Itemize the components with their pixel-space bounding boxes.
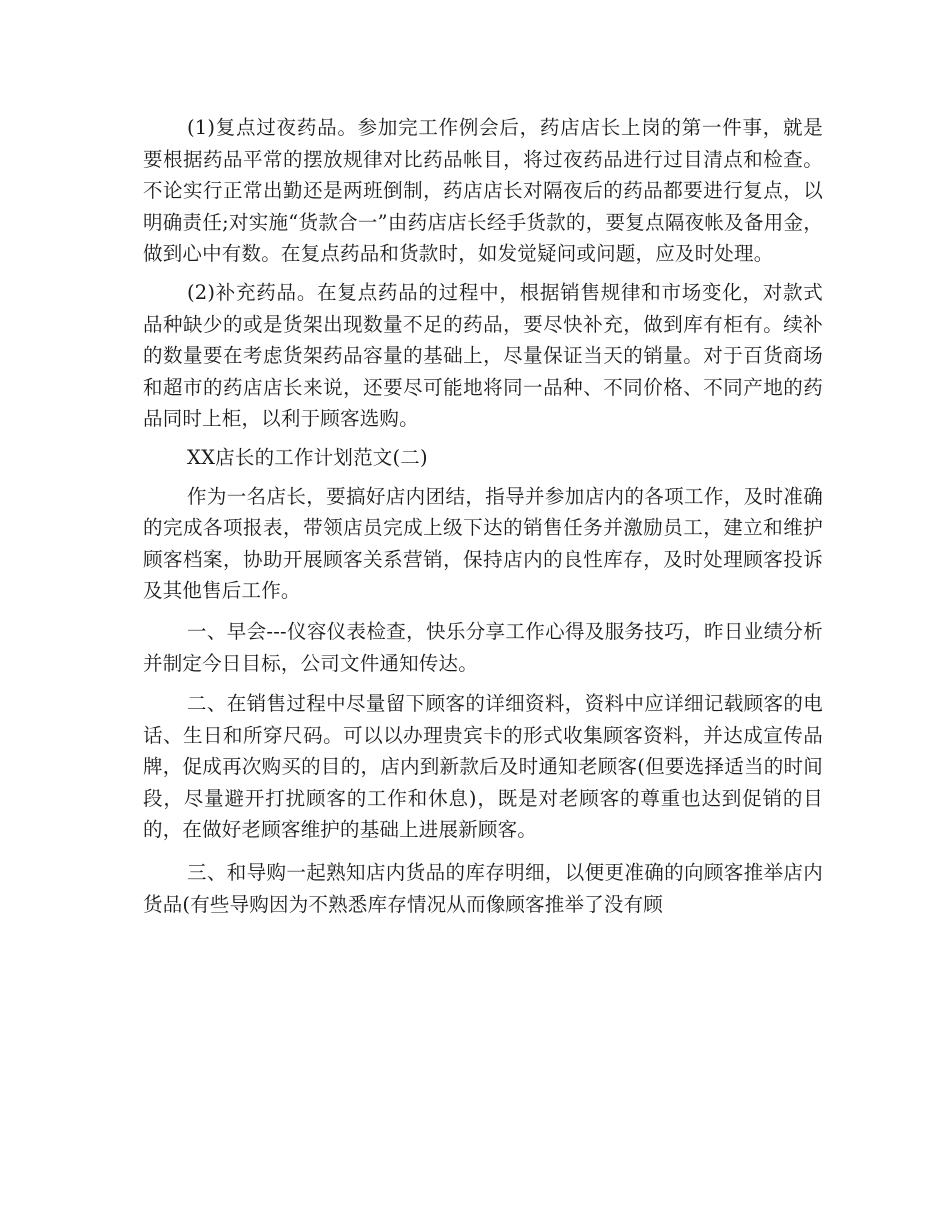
paragraph-manager-duties: 作为一名店长，要搞好店内团结，指导并参加店内的各项工作，及时准确的完成各项报表，带领店员完成上级下达的销售任务并激励员工，建立和维护顾客档案，协助开展顾客关系营销，保持店内的良性库存，及时处理顾客投诉及其他售后工作。 (143, 484, 823, 603)
paragraph-replenish-drugs: (2)补充药品。在复点药品的过程中，根据销售规律和市场变化，对款式品种缺少的或是货架出现数量不足的药品，要尽快补充，做到库有柜有。续补的数量要在考虑货架药品容量的基础上，尽量保证当天的销量。对于百货商场和超市的药店店长来说，还要尽可能地将同一品种、不同价格、不同产地的药品同时上柜，以利于顾客选购。 (143, 280, 823, 431)
paragraph-morning-meeting: 一、早会---仪容仪表检查，快乐分享工作心得及服务技巧，昨日业绩分析并制定今日目标，公司文件通知传达。 (143, 619, 823, 675)
document-body (143, 112, 823, 920)
paragraph-customer-records: 二、在销售过程中尽量留下顾客的详细资料，资料中应详细记载顾客的电话、生日和所穿尺码。可以以办理贵宾卡的形式收集顾客资料，并达成宣传品牌，促成再次购买的目的，店内到新款后及时通知老顾客(但要选择适当的时间段，尽量避开打扰顾客的工作和休息)，既是对老顾客的尊重也达到促销的目的，在做好老顾客维护的基础上进展新顾客。 (143, 692, 823, 842)
section-heading: XX店长的工作计划范文(二) (187, 445, 428, 469)
paragraph-review-overnight-drugs: (1)复点过夜药品。参加完工作例会后，药店店长上岗的第一件事，就是要根据药品平常的摆放规律对比药品帐目，将过夜药品进行过目清点和检查。不论实行正常出勤还是两班倒制，药店店长对隔夜后的药品都要进行复点，以明确责任;对实施“货款合一”由药店店长经手货款的，要复点隔夜帐及备用金，做到心中有数。在复点药品和货款时，如发觉疑问或问题，应及时处理。 (143, 116, 823, 266)
paragraph-inventory-knowledge: 三、和导购一起熟知店内货品的库存明细，以便更准确的向顾客推举店内货品(有些导购因为不熟悉库存情况从而像顾客推举了没有顾 (143, 861, 823, 916)
